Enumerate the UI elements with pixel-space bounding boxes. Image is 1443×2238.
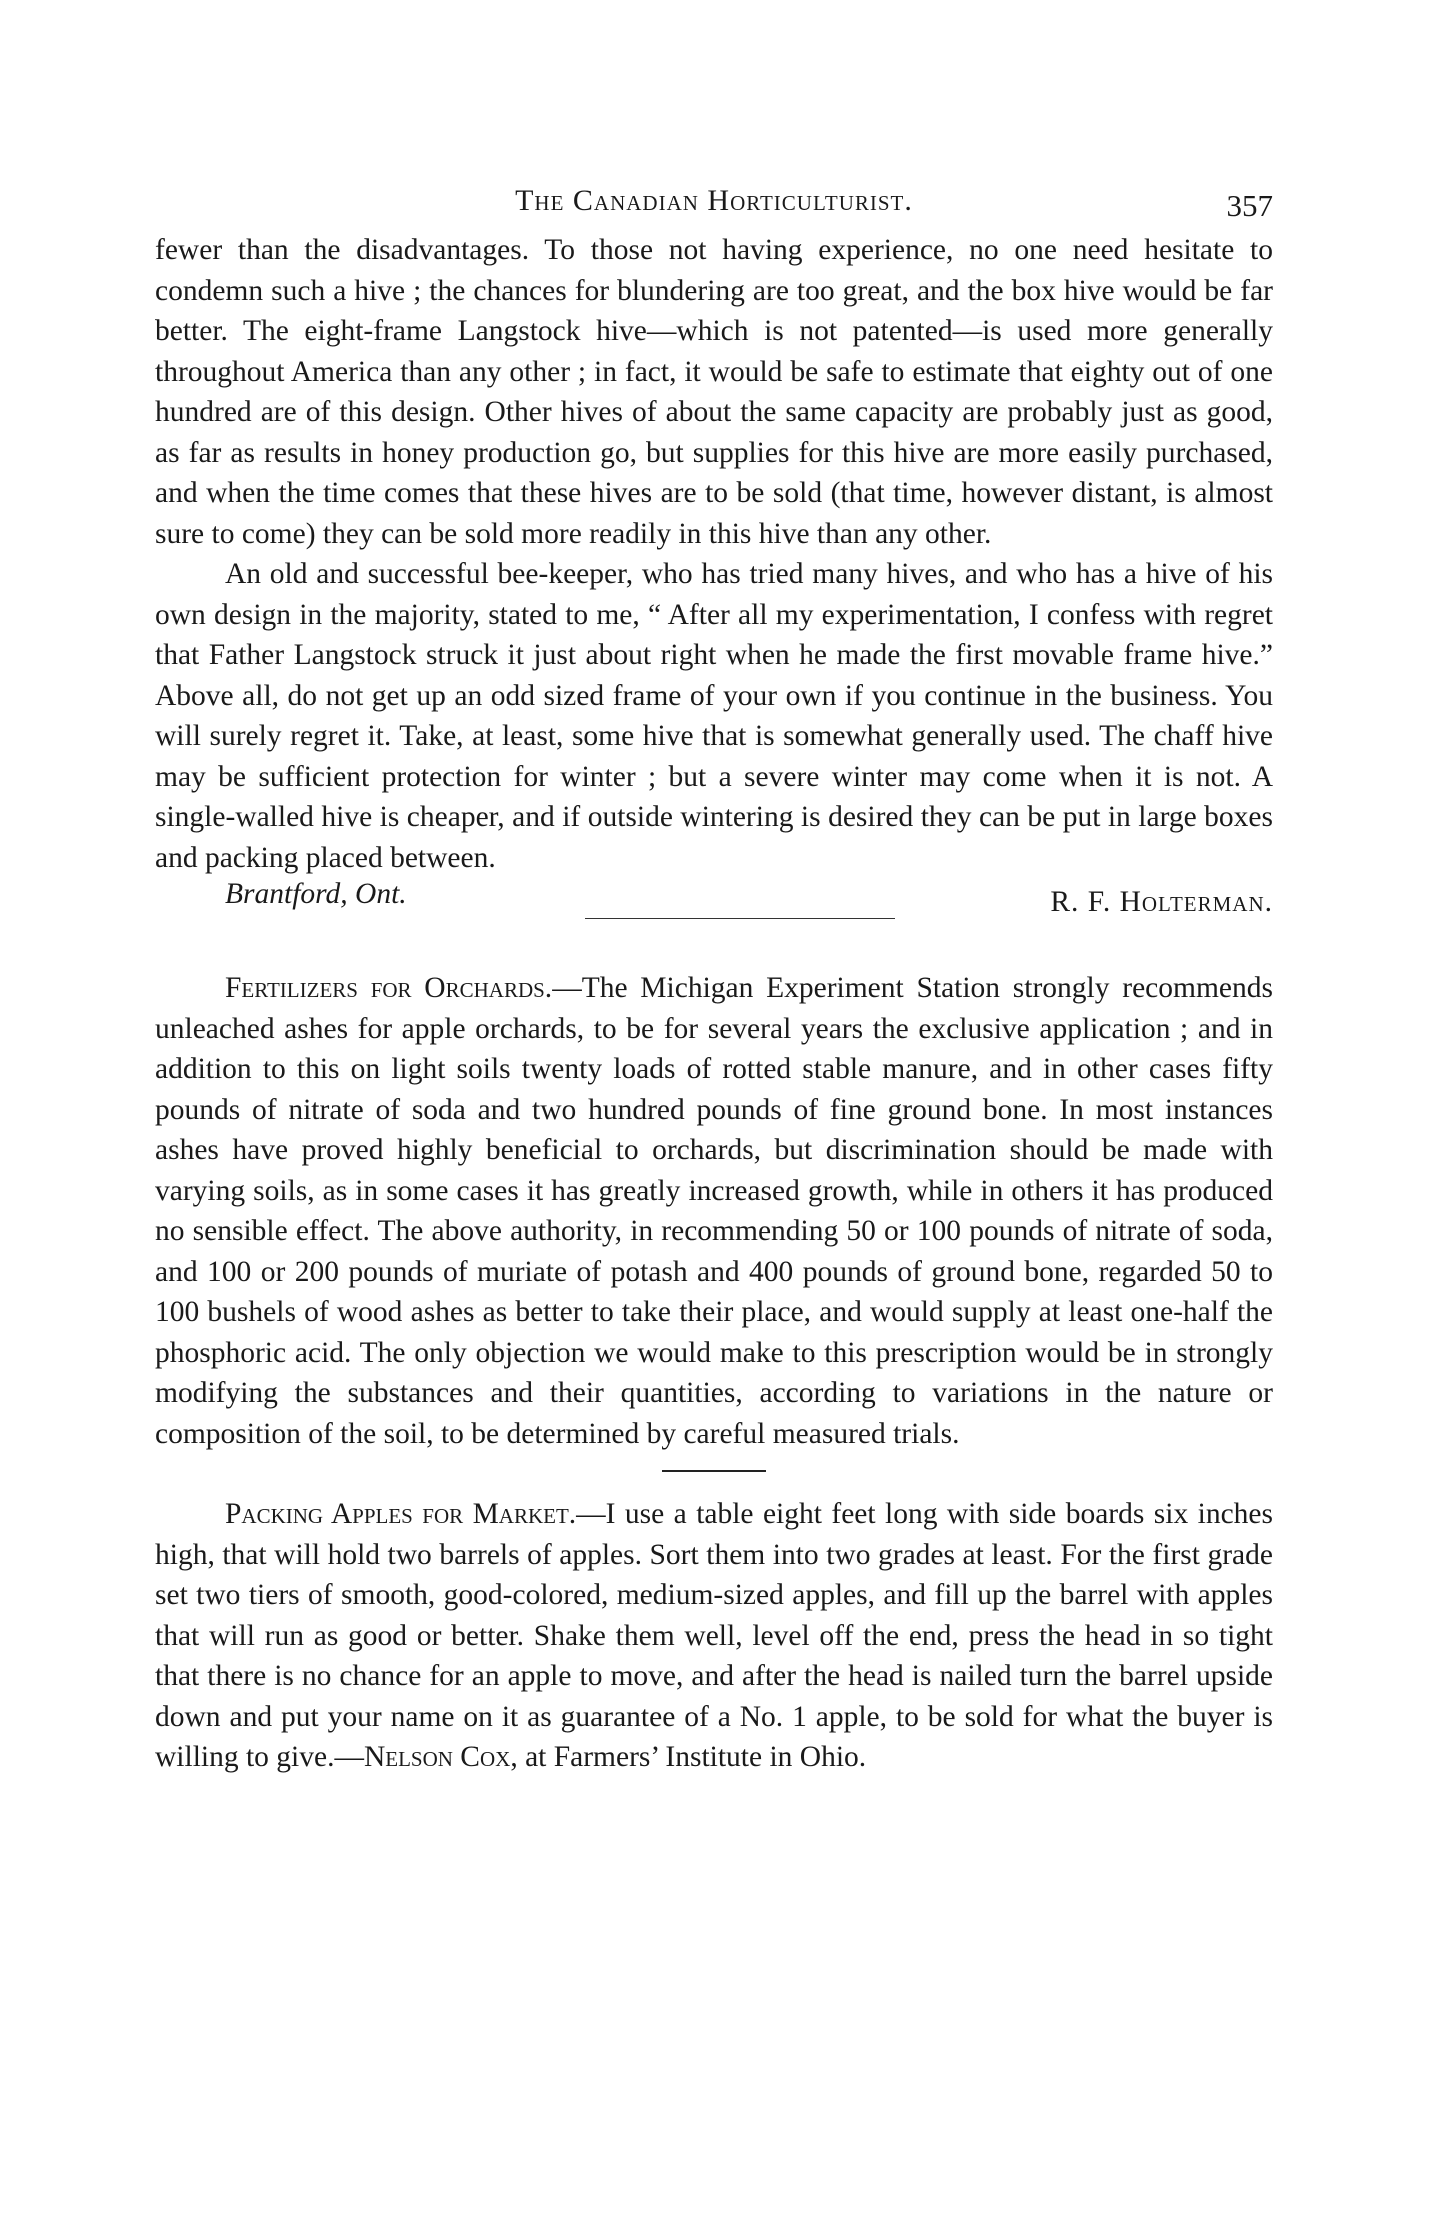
- section-divider: [662, 1470, 766, 1472]
- page: [155, 170, 1273, 1778]
- fertilizers-paragraph: [155, 968, 1273, 1454]
- running-title: The Canadian Horticulturist.: [515, 184, 913, 217]
- signature-row: [155, 878, 1273, 922]
- hives-paragraph-2: An old and successful bee-keeper, who has tried many hives, and who has a hive of his own design in the majority, stated to me, “ After all my experimentation, I confess with regret that Father Langstock struck it just about right when he made the first movable frame hive.” Above all, do not get up an odd sized frame of your own if you continue in the business. You will surely regret it. Take, at least, some hive that is somewhat generally used. The chaff hive may be sufficient protection for winter ; but a severe winter may come when it is not. A single-walled hive is cheaper, and if outside wintering is desired they can be put in large boxes and packing placed between.: [155, 558, 1273, 874]
- page-number: 357: [1226, 188, 1273, 223]
- packing-heading: Packing Apples for Market.: [225, 1498, 577, 1530]
- packing-source: , at Farmers’ Institute in Ohio.: [510, 1741, 867, 1773]
- running-head: [155, 170, 1273, 230]
- signature-name: R. F. Holterman.: [1050, 886, 1273, 918]
- signature-divider: [585, 918, 895, 919]
- fertilizers-body: —The Michigan Experiment Station strongly recommends unleached ashes for apple orchards, to be for several years the exclusive application ; and in addition to this on light soils twenty loads of rotted stable manure, and in other cases fifty pounds of nitrate of soda and two hundred pounds of fine ground bone. In most instances ashes have proved highly beneficial to orchards, but discrimination should be made with varying soils, as in some cases it has greatly increased growth, while in others it has produced no sensible effect. The above authority, in recommending 50 or 100 pounds of nitrate of soda, and 100 or 200 pounds of muriate of potash and 400 pounds of ground bone, regarded 50 to 100 bushels of wood ashes as better to take their place, and would supply at least one-half the phosphoric acid. The only objection we would make to this prescription would be in strongly modifying the substances and their quantities, according to variations in the nature or composition of the soil, to be determined by careful measured trials.: [155, 972, 1273, 1450]
- packing-body: —I use a table eight feet long with side boards six inches high, that will hold two barrels of apples. Sort them into two grades at least. For the first grade set two tiers of smooth, good-colored, medium-sized apples, and fill up the barrel with apples that will run as good or better. Shake them well, level off the end, press the head in so tight that there is no chance for an apple to move, and after the head is nailed turn the barrel upside down and put your name on it as guarantee of a No. 1 apple, to be sold for what the buyer is willing to give.—: [155, 1498, 1273, 1773]
- hives-paragraph-1: fewer than the disadvantages. To those not having experience, no one need hesitate to condemn such a hive ; the chances for blundering are too great, and the box hive would be far better. The eight-frame Langstock hive—which is not patented—is used more generally throughout America than any other ; in fact, it would be safe to estimate that eighty out of one hundred are of this design. Other hives of about the same capacity are probably just as good, as far as results in honey production go, but supplies for this hive are more easily purchased, and when the time comes that these hives are to be sold (that time, however distant, is almost sure to come) they can be sold more readily in this hive than any other.: [155, 234, 1273, 550]
- packing-paragraph: [155, 1494, 1273, 1778]
- section-gap: [155, 922, 1273, 968]
- fertilizers-heading: Fertilizers for Orchards.: [225, 972, 553, 1004]
- packing-author: Nelson Cox: [363, 1741, 511, 1773]
- signature-place: Brantford, Ont.: [225, 878, 407, 910]
